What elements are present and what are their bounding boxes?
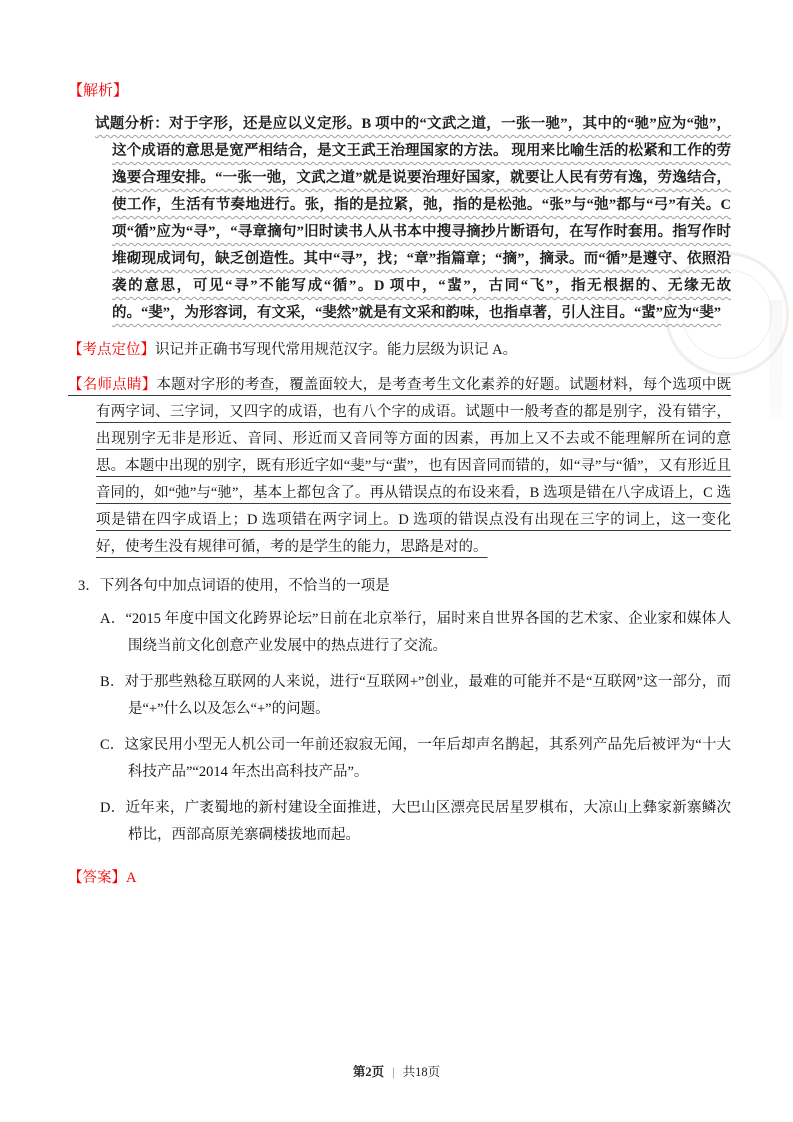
question-3 [68,573,731,849]
answer-label: 【答案】 [68,870,126,886]
teacher-tip-text: 本题对字形的考查，覆盖面较大，是考查考生文化素养的好题。试题材料，每个选项中既有两字词、三字词，又四字的成语，也有八个字的成语。试题中一般考查的都是别字，没有错字，出现别字无非是形近、音同、形近而又音同等方面的因素，再加上又不去或不能理解所在词的意思。本题中出现的别字，既有形近字如“斐”与“蜚”，也有因音同而错的，如“寻”与“循”，又有形近且音同的，如“弛”与“驰”，基本上都包含了。再从错误点的布设来看，B 选项是错在八字成语上，C 选项是错在四字成语上；D 选项错在两字词上。D 选项的错误点没有出现在三字的词上，这一变化好，使考生没有规律可循，考的是学生的能力，思路是对的。 [96,377,732,555]
analysis-paragraph: 试题分析：对于字形，还是应以义定形。B 项中的“文武之道，一张一驰”，其中的“驰”应为“弛”，这个成语的意思是宽严相结合，是文王武王治理国家的方法。 现用来比喻生活的松紧和工作的劳逸要合理安排。“一张一弛，文武之道”就是说要治理好国家，就要让人民有劳有逸，劳逸结合，使工作，生活有节奏地进行。张，指的是拉紧，弛，指的是松弛。“张”与“弛”都与“弓”有关。C 项“循”应为“寻”，“寻章摘句”旧时读书人从书本中搜寻摘抄片断语句，在写作时套用。指写作时堆砌现成词句，缺乏创造性。其中“寻”，找；“章”指篇章；“摘”，摘录。而“循”是遵守、依照沿袭的意思，可见“寻”不能写成“循”。D 项中，“蜚”，古同“飞”，指无根据的、无缘无故的。“斐”，为形容词，有文采，“斐然”就是有文采和韵味，也指卓著，引人注目。“蜚”应为“斐” [95,116,731,321]
footer-separator: | [392,1065,395,1079]
exam-point-line [68,337,731,364]
watermark-streak [769,300,783,420]
question-3-stem [68,573,731,600]
option-c-label: C． [100,737,125,753]
answer-value: A [126,870,137,886]
option-d-label: D． [100,800,126,816]
option-b-text: 对于那些熟稔互联网的人来说，进行“互联网+”创业，最难的可能并不是“互联网”这一部分，而是“+”什么以及怎么“+”的问题。 [124,674,732,717]
exam-point-text: 识记并正确书写现代常用规范汉字。能力层级为识记 A。 [155,342,518,358]
option-b-label: B． [100,674,125,690]
answer-line [68,865,731,892]
exam-point-label: 【考点定位】 [68,342,155,358]
option-c-text: 这家民用小型无人机公司一年前还寂寂无闻，一年后却声名鹊起，其系列产品先后被评为“十大科技产品”“2014 年杰出高科技产品”。 [124,737,732,780]
option-a-label: A． [100,611,126,627]
question-3-option-c [68,732,731,786]
option-a-text: “2015 年度中国文化跨界论坛”日前在北京举行，届时来自世界各国的艺术家、企业家和媒体人围绕当前文化创意产业发展中的热点进行了交流。 [125,611,731,654]
question-3-option-a [68,606,731,660]
question-3-option-d [68,795,731,849]
footer-page-number: 第2页 [352,1065,385,1079]
question-3-number: 3． [78,578,100,594]
question-3-stem-text: 下列各句中加点词语的使用，不恰当的一项是 [99,578,390,594]
question-3-option-b [68,669,731,723]
footer-total-pages: 共18页 [402,1065,441,1079]
option-d-text: 近年来，广袤蜀地的新村建设全面推进，大巴山区漂亮民居星罗棋布，大凉山上彝家新寨鳞次栉比，西部高原羌寨碉楼拔地而起。 [125,800,731,843]
analysis-label: 【解析】 [68,83,129,99]
page-footer [0,1062,793,1080]
teacher-tip-label: 【名师点睛】 [68,377,157,393]
teacher-tip-paragraph [68,372,731,561]
document-content [68,78,731,907]
